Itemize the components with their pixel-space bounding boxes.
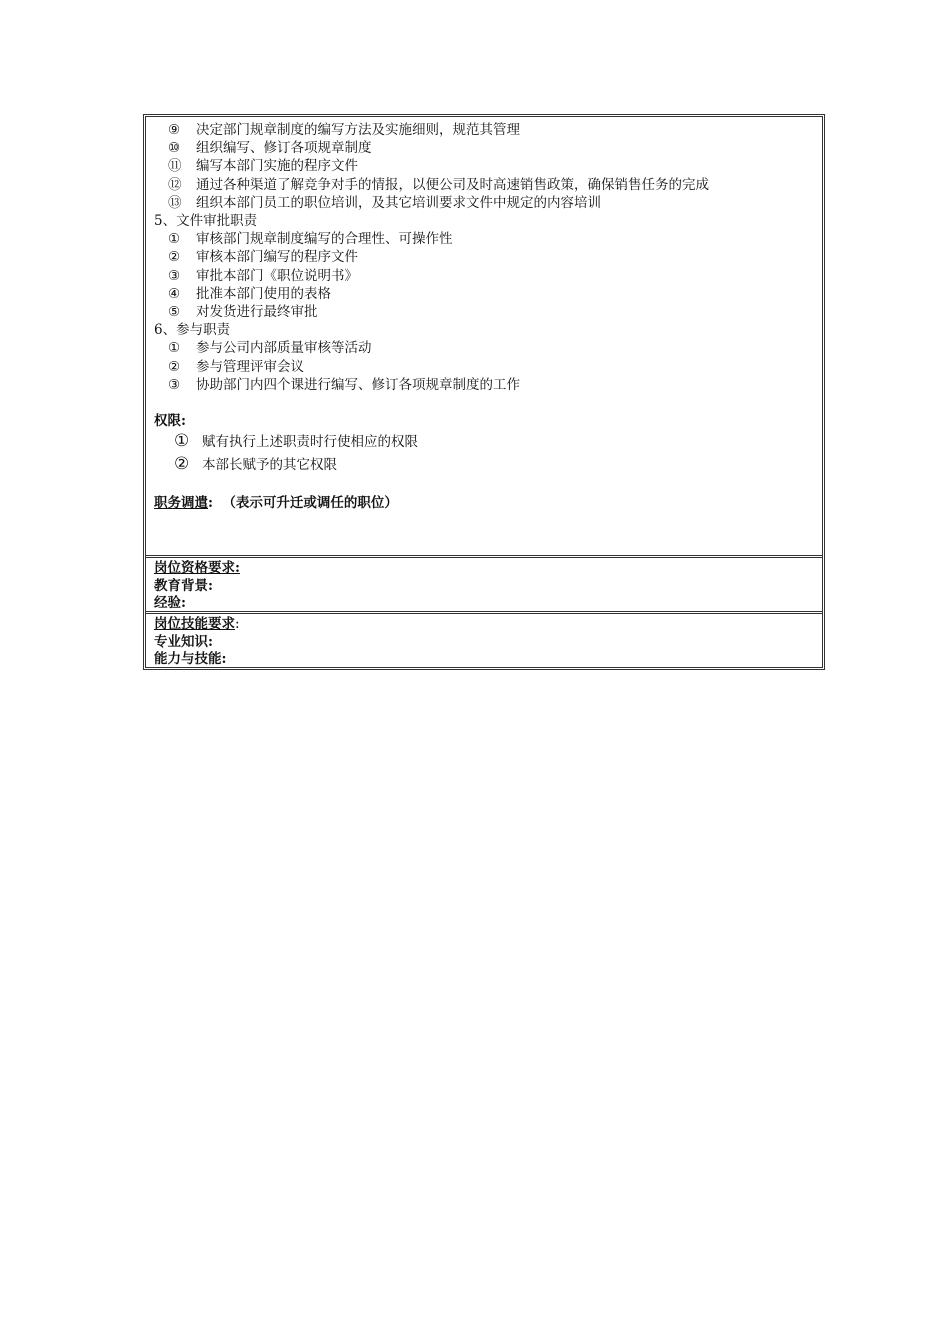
list-item (154, 376, 814, 394)
item-text: 审核部门规章制度编写的合理性、可操作性 (196, 231, 453, 248)
item-number: ④ (168, 285, 181, 302)
section5-list (154, 230, 814, 321)
list-item (154, 267, 814, 285)
list-item (154, 303, 814, 321)
section6-list (154, 339, 814, 394)
transfer-line (154, 494, 814, 512)
item-text: 通过各种渠道了解竞争对手的情报，以便公司及时高速销售政策，确保销售任务的完成 (196, 176, 709, 193)
experience-label: 经验: (154, 595, 186, 611)
skills-title-colon: : (235, 616, 240, 632)
item-text: 审核本部门编写的程序文件 (196, 249, 358, 266)
item-number: ⑩ (168, 140, 181, 157)
item-text: 组织编写、修订各项规章制度 (196, 140, 372, 157)
item-text: 对发货进行最终审批 (196, 304, 318, 321)
spacer (154, 476, 814, 494)
item-number: ② (168, 358, 181, 375)
transfer-colon: : (208, 495, 213, 512)
item-number: ⑫ (168, 176, 182, 193)
item-number: ⑨ (168, 122, 181, 138)
item-text: 本部长赋予的其它权限 (202, 457, 337, 474)
item-text: 参与管理评审会议 (196, 358, 304, 375)
section5-title: 5、文件审批职责 (154, 213, 258, 230)
transfer-note: （表示可升迁或调任的职位） (222, 495, 398, 512)
list-item (154, 230, 814, 248)
skills-cell (146, 611, 822, 667)
item-number: ③ (168, 376, 181, 393)
list-item (154, 358, 814, 376)
item-text: 组织本部门员工的职位培训，及其它培训要求文件中规定的内容培训 (196, 194, 601, 211)
item-text: 协助部门内四个课进行编写、修订各项规章制度的工作 (196, 376, 520, 393)
item-number: ① (168, 231, 181, 248)
list-item (154, 430, 814, 453)
duties-cell (146, 117, 822, 555)
item-number: ③ (168, 267, 181, 284)
item-text: 审批本部门《职位说明书》 (196, 267, 358, 284)
authority-title: 权限: (154, 413, 186, 430)
list-item (154, 339, 814, 357)
list-item (154, 157, 814, 175)
item-text: 决定部门规章制度的编写方法及实施细则，规范其管理 (196, 122, 520, 138)
item-number: ⑬ (168, 194, 182, 211)
item-number: ② (174, 454, 190, 475)
list-item (154, 176, 814, 194)
list-item (154, 194, 814, 212)
item-number: ⑤ (168, 304, 181, 321)
list-item (154, 139, 814, 157)
list-item (154, 285, 814, 303)
duties-list-continued (154, 121, 814, 212)
skills-title-line (154, 616, 814, 634)
section6-title: 6、参与职责 (154, 322, 231, 339)
item-number: ① (168, 340, 181, 357)
authority-list (154, 430, 814, 476)
qualification-cell (146, 555, 822, 611)
ability-label: 能力与技能: (154, 651, 227, 667)
qualification-title: 岗位资格要求: (154, 560, 240, 576)
item-text: 批准本部门使用的表格 (196, 285, 331, 302)
list-item (154, 248, 814, 266)
knowledge-label: 专业知识: (154, 633, 213, 650)
spacer (154, 394, 814, 412)
item-text: 赋有执行上述职责时行使相应的权限 (202, 434, 418, 451)
item-text: 参与公司内部质量审核等活动 (196, 340, 372, 357)
transfer-label: 职务调遣 (154, 495, 208, 512)
education-label: 教育背景: (154, 577, 213, 594)
item-text: 编写本部门实施的程序文件 (196, 158, 358, 175)
item-number: ① (174, 431, 190, 452)
item-number: ⑪ (168, 158, 182, 175)
list-item (154, 453, 814, 476)
list-item (154, 121, 814, 139)
job-description-table (143, 114, 825, 670)
item-number: ② (168, 249, 181, 266)
skills-title: 岗位技能要求 (154, 616, 235, 632)
